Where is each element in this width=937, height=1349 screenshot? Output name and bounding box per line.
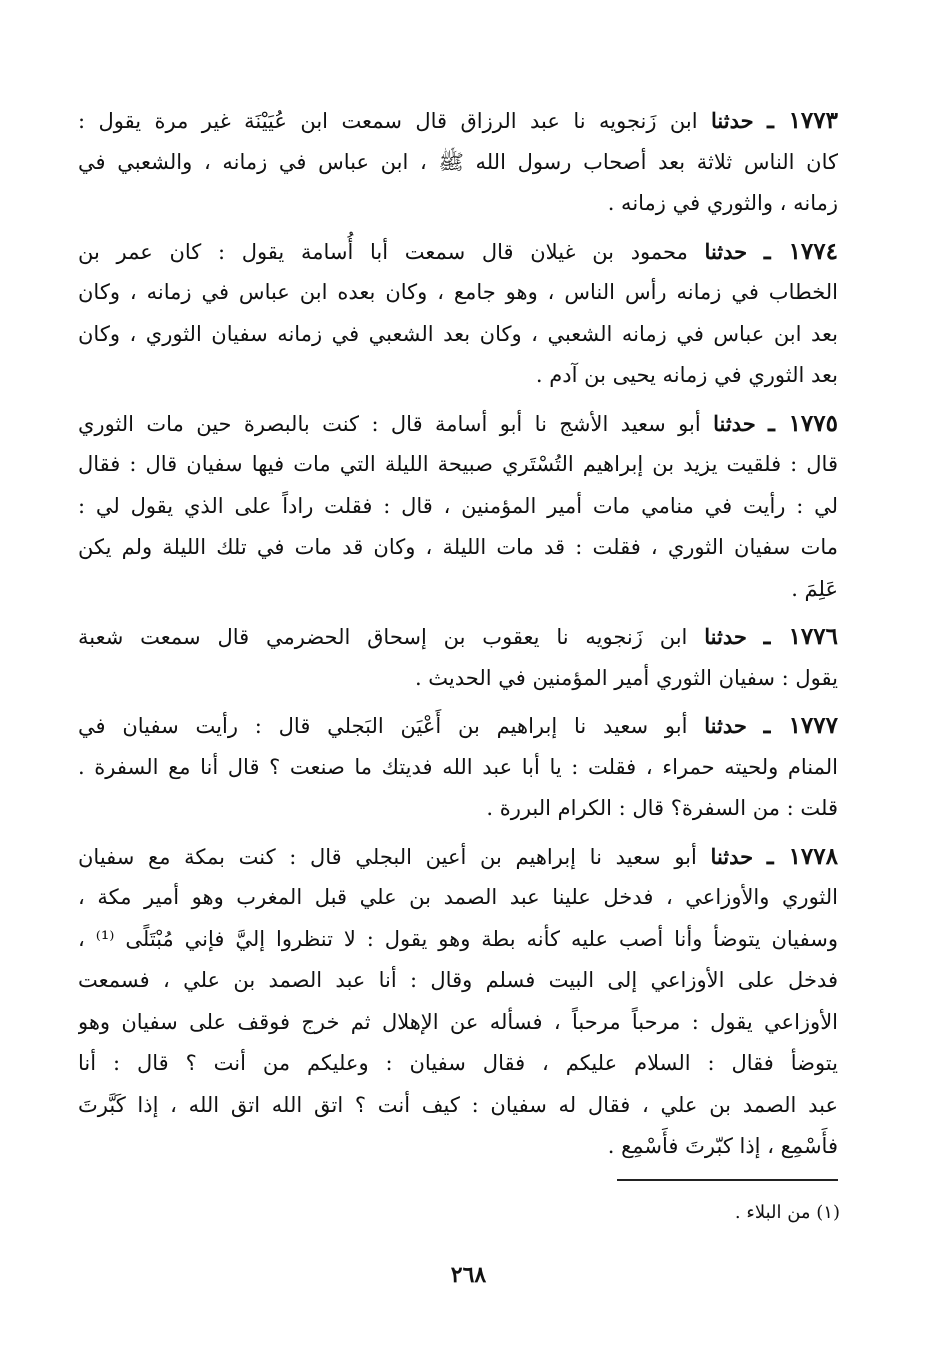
- entry-number: ١٧٧٦ ـ: [763, 623, 838, 650]
- hadith-entry-1773: [78, 100, 838, 225]
- entry-text: أبو سعيد نا إبراهيم بن أعين البجلي قال : كنت بمكة مع سفيان: [78, 844, 697, 869]
- entry-text: محمود بن غيلان قال سمعت أبا أُسامة يقول : كان عمر بن: [78, 239, 688, 264]
- entry-first-line: [78, 836, 838, 878]
- text-line: عَلِمَ .: [791, 576, 838, 601]
- hadith-entry-1778: [78, 836, 838, 1168]
- text-line: فدخل على الأوزاعي إلى البيت فسلم وقال : أنا عبد الصمد بن علي ، فسمعت: [78, 968, 838, 992]
- entry-number: ١٧٧٧ ـ: [763, 712, 838, 739]
- text-line: زمانه ، والثوري في زمانه .: [607, 191, 838, 215]
- entry-first-line: [78, 100, 838, 142]
- footnote-separator: [617, 1179, 838, 1181]
- entry-keyword: حدثنا: [704, 238, 748, 264]
- hadith-entry-1774: [78, 231, 838, 397]
- entry-first-line: [78, 231, 838, 273]
- entry-keyword: حدثنا: [713, 410, 756, 436]
- entry-number: ١٧٧٣ ـ: [767, 107, 838, 134]
- text-line: مات سفيان الثوري ، فقلت : قد مات الليلة ، وكان قد مات في تلك الليلة ولم يكن: [78, 535, 838, 559]
- entry-text: أبو سعيد الأشج نا أبو أسامة قال : كنت بالبصرة حين مات الثوري: [78, 411, 701, 436]
- book-page-body: [78, 100, 838, 1174]
- text-line: الأوزاعي يقول : مرحباً مرحباً ، فسأله عن الإهلال ثم خرج فوقف على سفيان وهو: [78, 1009, 838, 1034]
- text-line: بعد الثوري في زمانه يحيى بن آدم .: [535, 363, 838, 387]
- entry-first-line: [78, 705, 838, 747]
- entry-text: أبو سعيد نا إبراهيم بن أَعْيَن البَجلي قال : رأيت سفيان في: [78, 714, 688, 738]
- text-line: الثوري والأوزاعي ، فدخل علينا عبد الصمد بن علي قبل المغرب وهو أمير مكة ،: [78, 885, 838, 909]
- entry-first-line: [78, 403, 838, 445]
- entry-number: ١٧٧٨ ـ: [766, 842, 838, 870]
- text-line: كان الناس ثلاثة بعد أصحاب رسول الله ﷺ ، ابن عباس في زمانه ، والشعبي في: [78, 149, 838, 174]
- text-line: بعد ابن عباس في زمانه الشعبي ، وكان بعد الشعبي في زمانه سفيان الثوري ، وكان: [78, 321, 838, 346]
- entry-text: ابن زَنجويه نا يعقوب بن إسحاق الحضرمي قال سمعت شعبة: [78, 625, 688, 649]
- text-line: وسفيان يتوضأ وأنا أصب عليه كأنه بطة وهو يقول : لا تنظروا إليَّ فإني مُبْتَلًى ⁽¹⁾ ،: [78, 926, 838, 951]
- entry-number: ١٧٧٤ ـ: [763, 237, 838, 265]
- page-number: ٢٦٨: [450, 1262, 487, 1288]
- text-line: عبد الصمد بن علي ، فقال له سفيان : كيف أنت ؟ اتق الله اتق الله ، إذا كَبَّرتَ: [78, 1092, 838, 1117]
- entry-keyword: حدثنا: [711, 108, 754, 133]
- text-line: فأَسْمِع ، إذا كبّرتَ فأَسْمِع .: [607, 1134, 838, 1158]
- entry-number: ١٧٧٥ ـ: [768, 409, 838, 437]
- text-line: المنام ولحيته حمراء ، فقلت : يا أبا عبد الله فديتك ما صنعت ؟ قال أنا مع السفرة .: [78, 754, 838, 779]
- text-line: لي : رأيت في منامي مات أمير المؤمنين ، قال : فقلت راداً على الذي يقول لي :: [78, 493, 838, 518]
- footnote: (١) من البلاء .: [734, 1202, 840, 1223]
- entry-keyword: حدثنا: [704, 624, 747, 649]
- entry-keyword: حدثنا: [704, 713, 747, 738]
- entry-keyword: حدثنا: [710, 843, 754, 869]
- text-line: الخطاب في زمانه رأس الناس ، وهو جامع ، وكان بعده ابن عباس في زمانه ، وكان: [78, 280, 838, 304]
- hadith-entry-1775: [78, 403, 838, 611]
- hadith-entry-1776: [78, 616, 838, 699]
- entry-first-line: [78, 616, 838, 658]
- hadith-entry-1777: [78, 705, 838, 830]
- text-line: يقول : سفيان الثوري أمير المؤمنين في الحديث .: [414, 665, 838, 690]
- text-line: يتوضأ فقال : السلام عليكم ، فقال سفيان : وعليكم من أنت ؟ قال : أنا: [78, 1051, 838, 1075]
- text-line: قال : فلقيت يزيد بن إبراهيم التُسْتَري صبيحة الليلة التي مات فيها سفيان قال : فقال: [78, 452, 838, 476]
- entry-text: ابن زَنجويه نا عبد الرزاق قال سمعت ابن عُيَيْنَة غير مرة يقول :: [78, 109, 698, 133]
- text-line: قلت : من السفرة؟ قال : الكرام البررة .: [486, 796, 838, 820]
